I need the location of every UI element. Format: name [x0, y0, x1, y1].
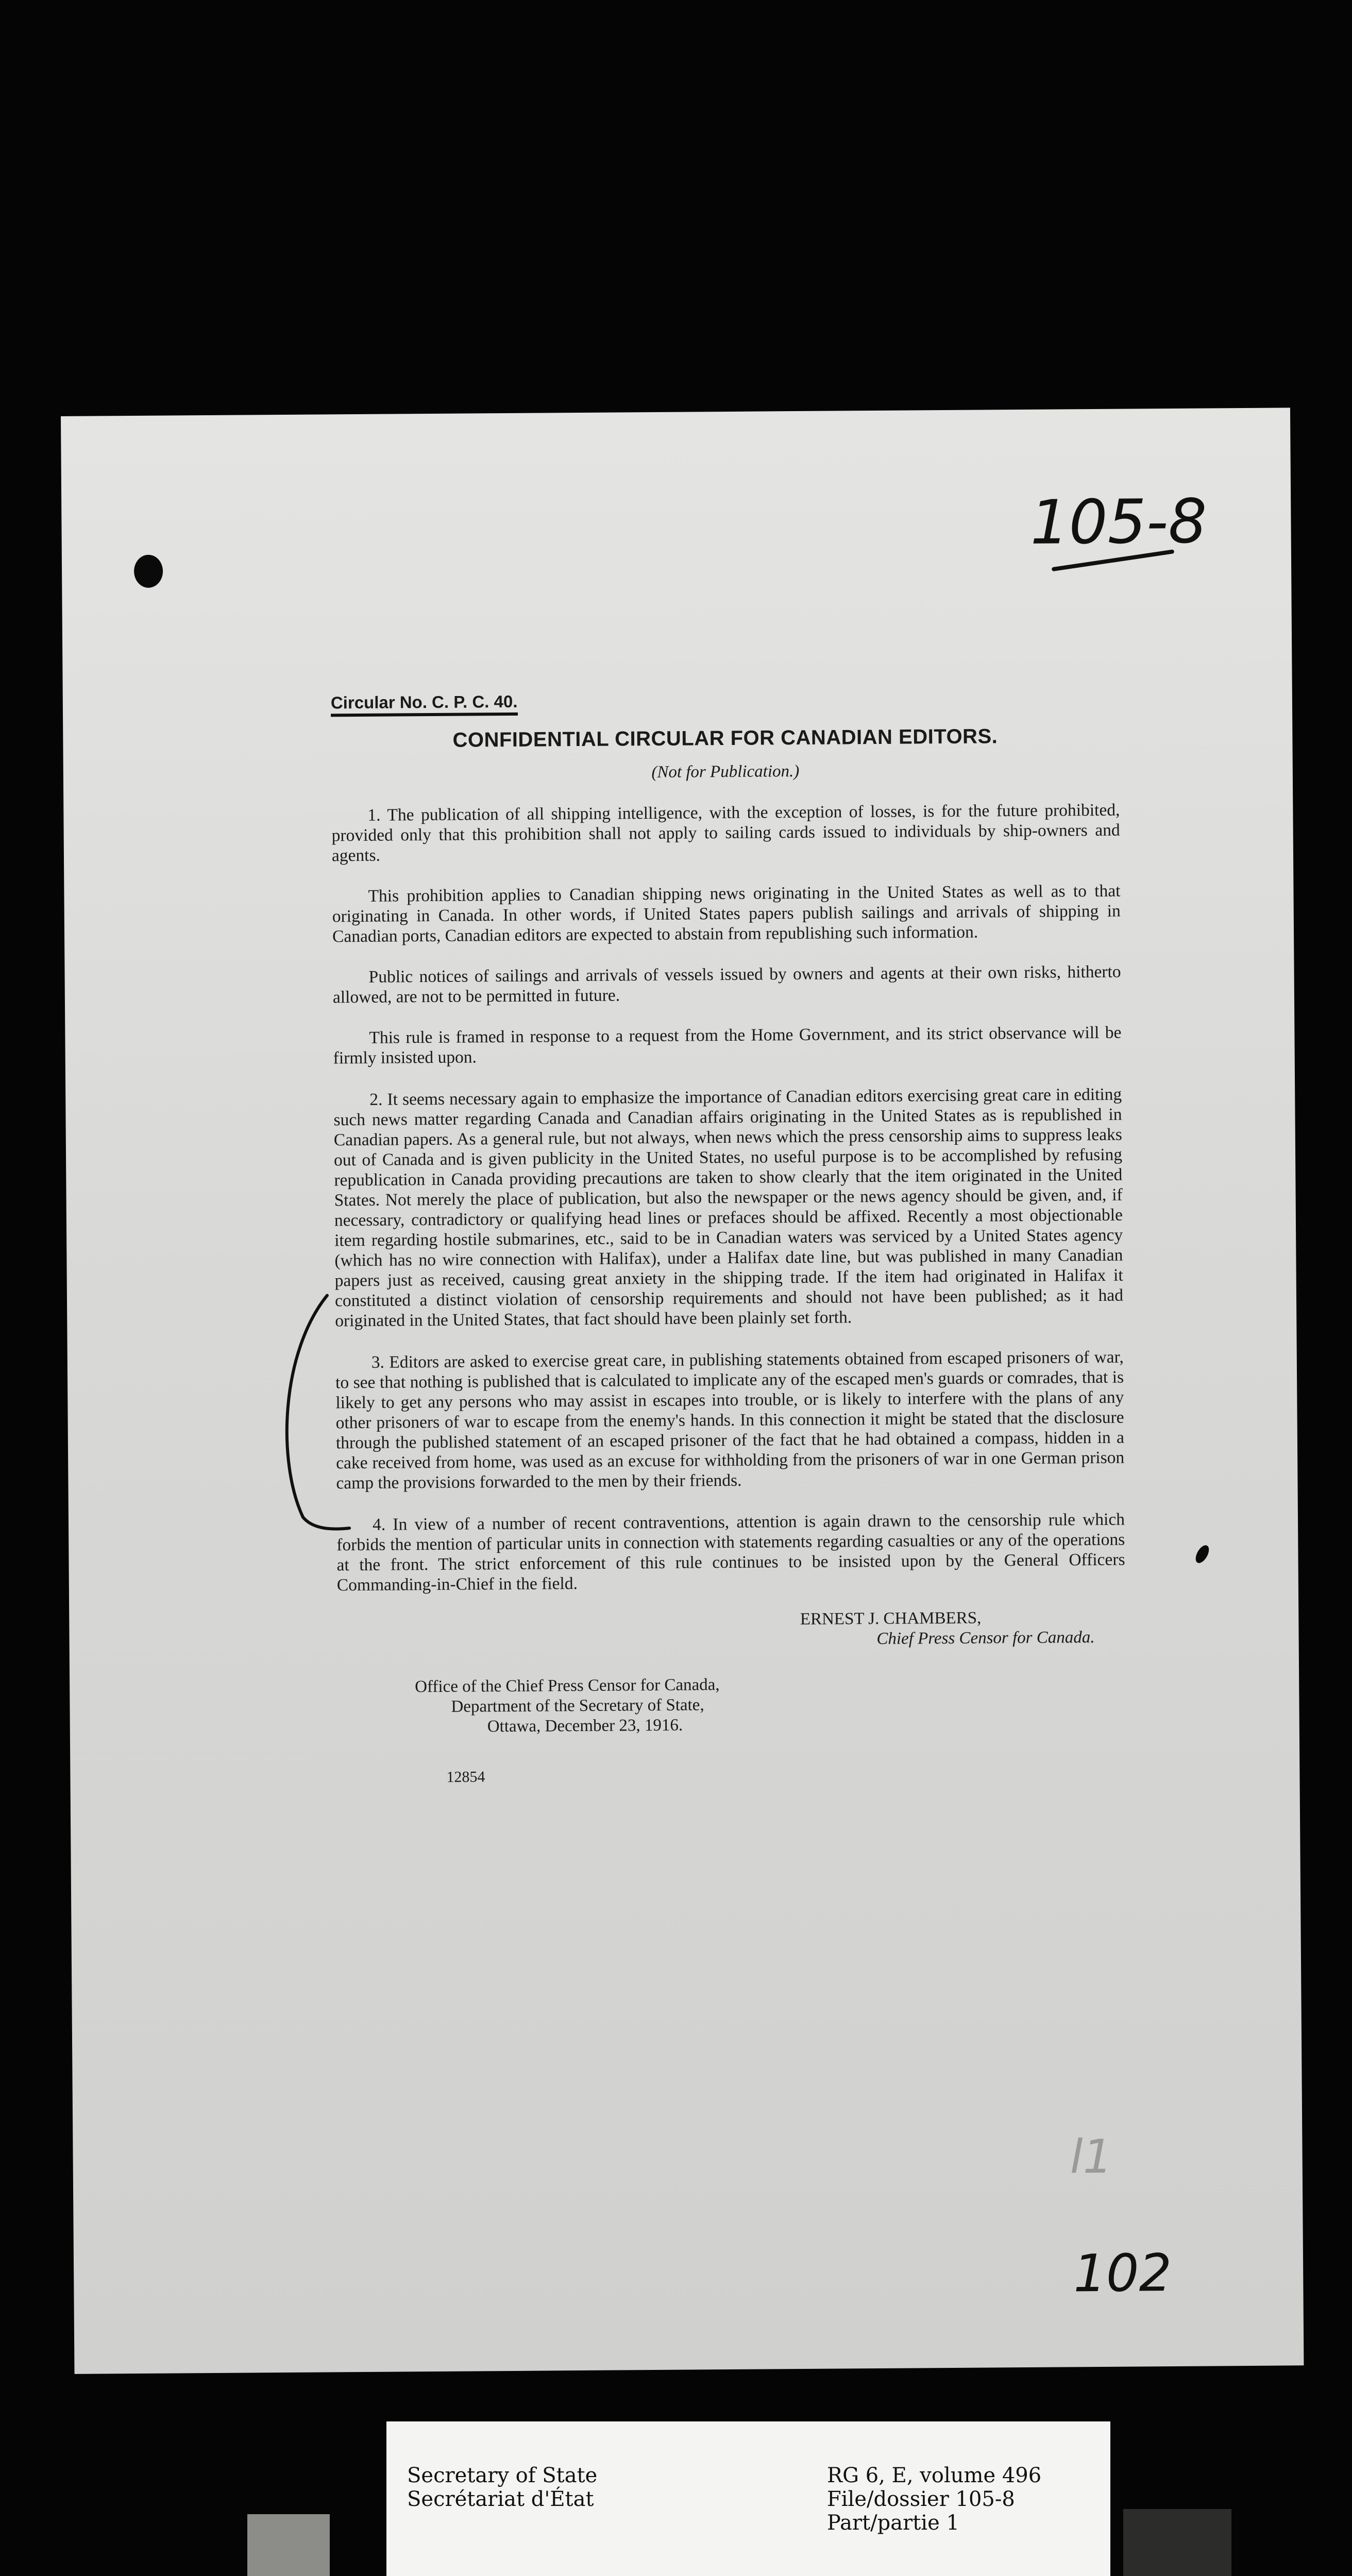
handwritten-folio: 102 — [1073, 2243, 1172, 2304]
stamp-fold-left — [247, 2514, 330, 2576]
paragraph-1: 1. The publication of all shipping intelligence, with the exception of losses, is for the future prohibited, provided only that this prohibition shall not apply to sailing cards issued to individuals by ship-owners and agents. — [331, 800, 1120, 866]
file-reference: File/dossier 105-8 — [827, 2487, 1015, 2511]
archive-card-department — [407, 2464, 597, 2511]
document-number: 12854 — [446, 1768, 485, 1786]
paragraph-3: 3. Editors are asked to exercise great care, in publishing statements obtained from escaped prisoners of war, to see that nothing is published that is calculated to implicate any of the escaped men's guards or comrades, that is likely to get any persons who may assist in escapes into trouble, or is likely to interfere with the plans of any other prisoners of war to escape from the enemy's hands. In this connection it might be stated that the disclosure through the published statement of an escaped prisoner of the fact that he had obtained a compass, hidden in a cake received from home, was used as an excuse for withholding from the prisoners of war in one German prison camp the provisions forwarded to the men by their friends. — [335, 1347, 1125, 1493]
archive-card-reference — [827, 2464, 1041, 2535]
paragraph-4: 4. In view of a number of recent contraventions, attention is again drawn to the censorship rule which forbids the mention of particular units in connection with statements regarding casualties or any of the operations at the front. The strict enforcement of this rule continues to be insisted upon by the General Officers Commanding-in-Chief in the field. — [336, 1510, 1125, 1595]
office-line-1: Office of the Chief Press Censor for Canada, — [415, 1675, 720, 1697]
paragraph-1d: This rule is framed in response to a request from the Home Government, and its strict observance will be firmly insisted upon. — [333, 1023, 1122, 1068]
circular-number: Circular No. C. P. C. 40. — [331, 691, 518, 717]
archive-card — [386, 2421, 1110, 2576]
ink-mark — [1193, 1543, 1211, 1565]
circular-body — [331, 687, 1127, 1788]
paragraph-2: 2. It seems necessary again to emphasize the importance of Canadian editors exercising great care in editing such news matter regarding Canada and Canadian affairs originating in the United States as is republished in Canadian papers. As a general rule, but not always, when news which the press censorship aims to suppress leaks out of Canada and is given publicity in the United States, no useful purpose is to be accomplished by refusing republication in Canada providing precautions are taken to show clearly that the item originated in the United States. Not merely the place of publication, but also the newspaper or the news agency should be given, and, if necessary, contradictory or qualifying head lines or prefaces should be affixed. Recently a most objectionable item regarding hostile submarines, etc., said to be in Canadian waters was serviced by a United States agency (which has no wire connection with Halifax), under a Halifax date line, but was published in many Canadian papers just as received, causing great anxiety in the shipping trade. If the item had originated in Halifax it constituted a distinct violation of censorship requirements and should not have been published; as it had originated in the United States, that fact should have been plainly set forth. — [333, 1084, 1124, 1331]
document-page — [61, 408, 1304, 2374]
office-line-3: Ottawa, December 23, 1916. — [487, 1716, 683, 1736]
office-address — [415, 1672, 1126, 1738]
signature-name: ERNEST J. CHAMBERS, — [800, 1608, 982, 1629]
record-group: RG 6, E, volume 496 — [827, 2464, 1042, 2487]
circular-title: CONFIDENTIAL CIRCULAR FOR CANADIAN EDITORS. — [452, 725, 998, 752]
handwritten-file-number: 105-8 — [1030, 485, 1207, 558]
ink-blot — [134, 555, 163, 588]
part-reference: Part/partie 1 — [827, 2511, 959, 2535]
stamp-fold-right — [1123, 2509, 1231, 2576]
paragraph-1b: This prohibition applies to Canadian shipping news originating in the United States as well as to that originating in Canada. In other words, if United States papers publish sailings and arrivals of shipping in Canadian ports, Canadian editors are expected to abstain from republishing such information. — [332, 881, 1121, 946]
department-french: Secrétariat d'État — [407, 2487, 594, 2511]
signature-title: Chief Press Censor for Canada. — [876, 1628, 1095, 1649]
department-english: Secretary of State — [407, 2464, 598, 2487]
office-line-2: Department of the Secretary of State, — [451, 1696, 704, 1716]
circular-subtitle: (Not for Publication.) — [651, 762, 800, 782]
paragraph-1c: Public notices of sailings and arrivals of vessels issued by owners and agents at their own risks, hitherto allowed, are not to be permitted in future. — [332, 962, 1121, 1007]
faint-pencil-mark: l1 — [1070, 2129, 1113, 2184]
